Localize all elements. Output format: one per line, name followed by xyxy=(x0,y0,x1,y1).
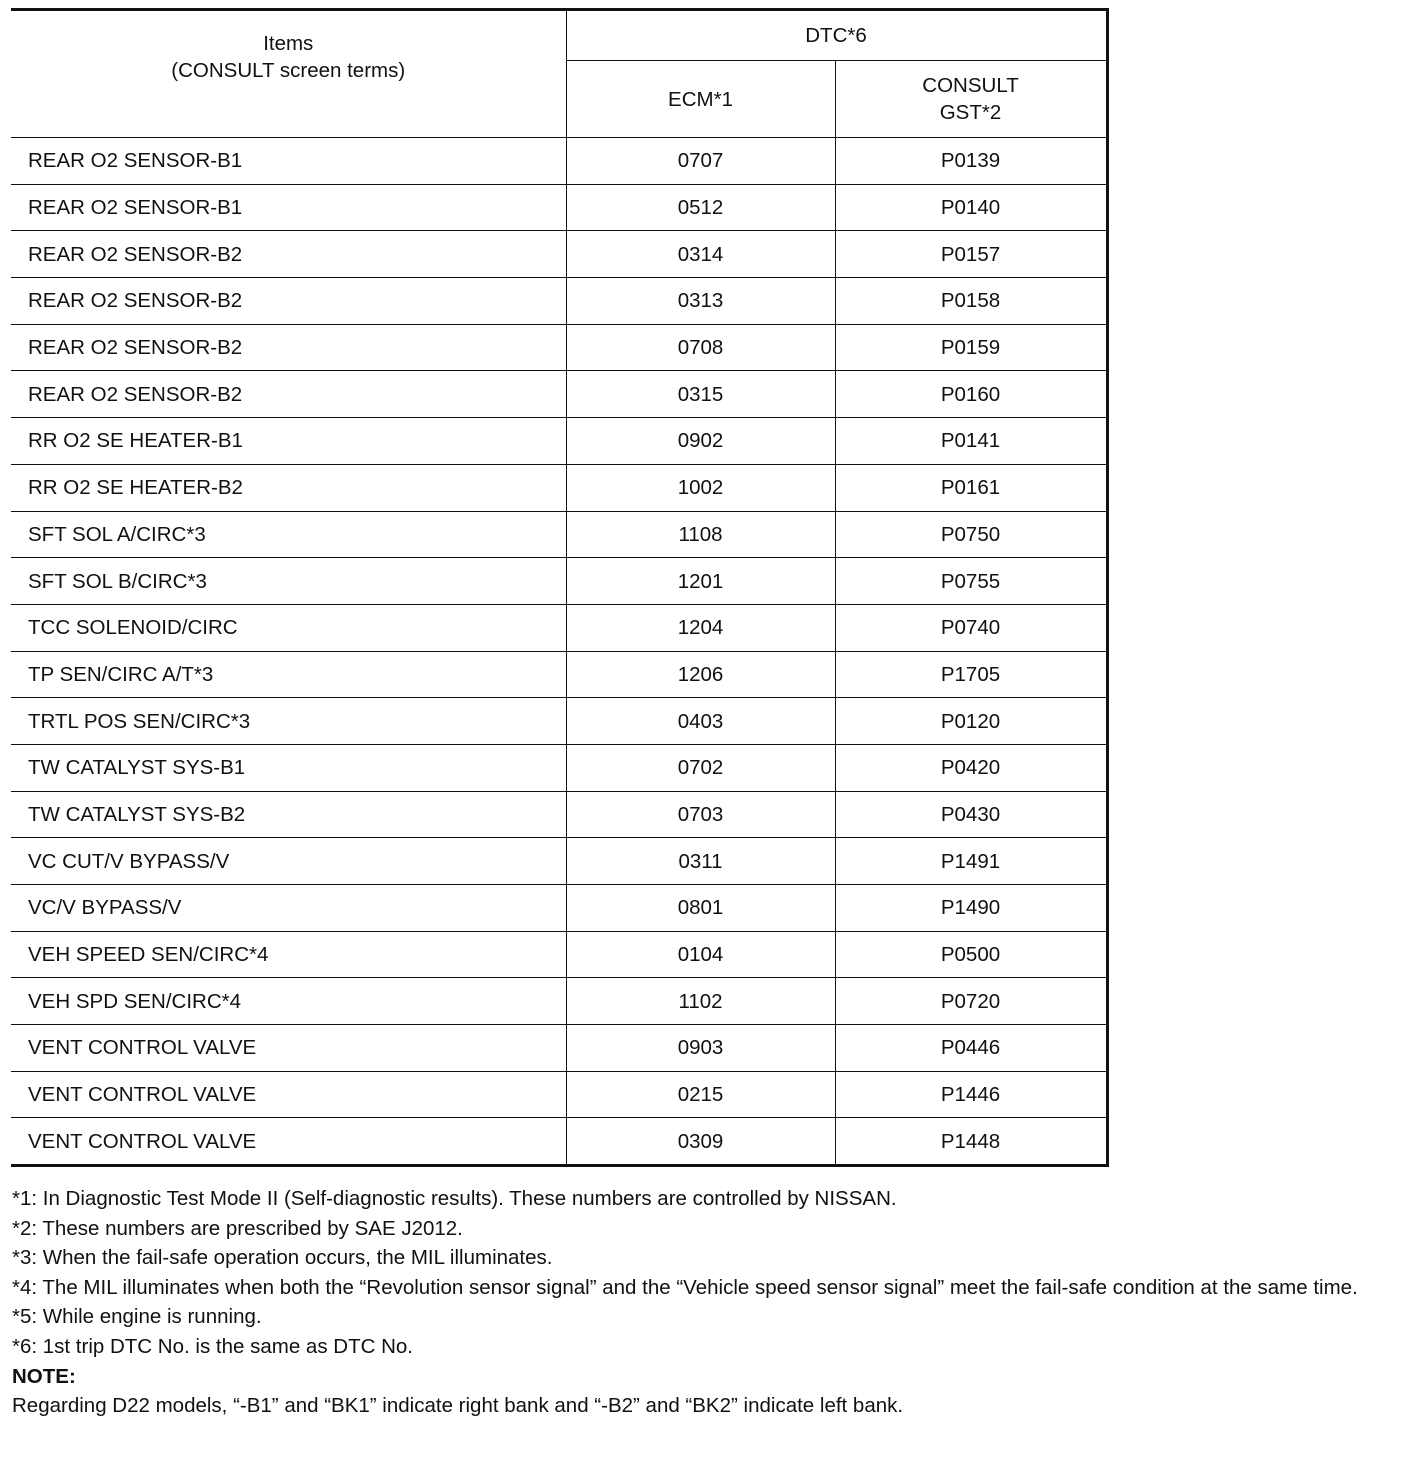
table-row xyxy=(11,231,1107,278)
ecm-code-cell: 1002 xyxy=(566,464,835,511)
ecm-code-cell: 0313 xyxy=(566,278,835,325)
ecm-code-cell: 0902 xyxy=(566,418,835,465)
table-row xyxy=(11,744,1107,791)
table-row xyxy=(11,371,1107,418)
gst-code-cell: P0141 xyxy=(835,418,1107,465)
gst-code-cell: P0740 xyxy=(835,604,1107,651)
item-cell: TCC SOLENOID/CIRC xyxy=(11,604,566,651)
gst-code-cell: P0720 xyxy=(835,978,1107,1025)
table-row xyxy=(11,278,1107,325)
gst-code-cell: P0160 xyxy=(835,371,1107,418)
ecm-code-cell: 0708 xyxy=(566,324,835,371)
table-header xyxy=(11,10,1107,138)
item-cell: VEH SPD SEN/CIRC*4 xyxy=(11,978,566,1025)
ecm-code-cell: 0903 xyxy=(566,1025,835,1072)
gst-code-cell: P0139 xyxy=(835,138,1107,185)
gst-code-cell: P0158 xyxy=(835,278,1107,325)
gst-code-cell: P1491 xyxy=(835,838,1107,885)
table-row xyxy=(11,511,1107,558)
item-cell: TRTL POS SEN/CIRC*3 xyxy=(11,698,566,745)
dtc-group-header: DTC*6 xyxy=(566,10,1107,61)
item-cell: VENT CONTROL VALVE xyxy=(11,1118,566,1166)
gst-code-cell: P1448 xyxy=(835,1118,1107,1166)
dtc-table xyxy=(11,8,1109,1167)
item-cell: VENT CONTROL VALVE xyxy=(11,1071,566,1118)
gst-code-cell: P1705 xyxy=(835,651,1107,698)
items-header-line1: Items xyxy=(263,32,314,55)
footnote: *1: In Diagnostic Test Mode II (Self-diagnostic results). These numbers are controlled by NISSAN. xyxy=(12,1187,897,1210)
item-cell: REAR O2 SENSOR-B2 xyxy=(11,324,566,371)
consult-header-line1: CONSULT xyxy=(922,74,1019,97)
ecm-code-cell: 1102 xyxy=(566,978,835,1025)
table-row xyxy=(11,838,1107,885)
table-row xyxy=(11,1071,1107,1118)
footnote: *5: While engine is running. xyxy=(12,1305,262,1329)
consult-header-line2: GST*2 xyxy=(939,101,1002,124)
gst-code-cell: P0420 xyxy=(835,744,1107,791)
ecm-code-cell: 1206 xyxy=(566,651,835,698)
table-row xyxy=(11,604,1107,651)
footnote-list xyxy=(12,1186,1397,1359)
table-row xyxy=(11,464,1107,511)
ecm-code-cell: 1204 xyxy=(566,604,835,651)
item-cell: REAR O2 SENSOR-B2 xyxy=(11,231,566,278)
table-row xyxy=(11,651,1107,698)
ecm-code-cell: 0403 xyxy=(566,698,835,745)
table-row xyxy=(11,184,1107,231)
table-row xyxy=(11,138,1107,185)
ecm-column-header: ECM*1 xyxy=(566,61,835,138)
table-row xyxy=(11,885,1107,932)
item-cell: RR O2 SE HEATER-B2 xyxy=(11,464,566,511)
gst-code-cell: P0120 xyxy=(835,698,1107,745)
item-cell: TW CATALYST SYS-B1 xyxy=(11,744,566,791)
ecm-code-cell: 1108 xyxy=(566,511,835,558)
ecm-code-cell: 0512 xyxy=(566,184,835,231)
item-cell: VC CUT/V BYPASS/V xyxy=(11,838,566,885)
item-cell: REAR O2 SENSOR-B1 xyxy=(11,138,566,185)
footnote: *6: 1st trip DTC No. is the same as DTC No. xyxy=(12,1334,414,1358)
gst-code-cell: P1490 xyxy=(835,885,1107,932)
gst-code-cell: P0755 xyxy=(835,558,1107,605)
ecm-code-cell: 1201 xyxy=(566,558,835,605)
item-cell: REAR O2 SENSOR-B1 xyxy=(11,184,566,231)
item-cell: SFT SOL B/CIRC*3 xyxy=(11,558,566,605)
table-row xyxy=(11,558,1107,605)
item-cell: VC/V BYPASS/V xyxy=(11,885,566,932)
table-row xyxy=(11,1025,1107,1072)
gst-code-cell: P0500 xyxy=(835,931,1107,978)
note-text: Regarding D22 models, “-B1” and “BK1” indicate right bank and “-B2” and “BK2” indicate left bank. xyxy=(12,1394,904,1418)
item-cell: TP SEN/CIRC A/T*3 xyxy=(11,651,566,698)
gst-code-cell: P0750 xyxy=(835,511,1107,558)
ecm-code-cell: 0702 xyxy=(566,744,835,791)
item-cell: RR O2 SE HEATER-B1 xyxy=(11,418,566,465)
gst-code-cell: P0140 xyxy=(835,184,1107,231)
table-row xyxy=(11,418,1107,465)
footnote: *4: The MIL illuminates when both the “Revolution sensor signal” and the “Vehicle speed sensor signal” meet the fail-safe condition at the same time. xyxy=(12,1275,1358,1299)
ecm-code-cell: 0703 xyxy=(566,791,835,838)
table-row xyxy=(11,324,1107,371)
table-row xyxy=(11,931,1107,978)
table-row xyxy=(11,1118,1107,1166)
gst-code-cell: P0161 xyxy=(835,464,1107,511)
ecm-code-cell: 0315 xyxy=(566,371,835,418)
ecm-code-cell: 0801 xyxy=(566,885,835,932)
ecm-code-cell: 0311 xyxy=(566,838,835,885)
note-title: NOTE: xyxy=(12,1364,76,1388)
gst-code-cell: P0430 xyxy=(835,791,1107,838)
footnote: *2: These numbers are prescribed by SAE J2012. xyxy=(12,1216,463,1240)
items-header-line2: (CONSULT screen terms) xyxy=(171,59,406,82)
item-cell: VEH SPEED SEN/CIRC*4 xyxy=(11,931,566,978)
table-row xyxy=(11,698,1107,745)
gst-code-cell: P0159 xyxy=(835,324,1107,371)
item-cell: REAR O2 SENSOR-B2 xyxy=(11,371,566,418)
items-column-header xyxy=(11,10,566,138)
item-cell: TW CATALYST SYS-B2 xyxy=(11,791,566,838)
ecm-code-cell: 0104 xyxy=(566,931,835,978)
table-body xyxy=(11,138,1107,1166)
ecm-code-cell: 0707 xyxy=(566,138,835,185)
ecm-code-cell: 0309 xyxy=(566,1118,835,1166)
notes-section xyxy=(12,1186,1397,1418)
header-row-1 xyxy=(11,10,1107,61)
consult-gst-column-header xyxy=(835,61,1107,138)
ecm-code-cell: 0314 xyxy=(566,231,835,278)
ecm-code-cell: 0215 xyxy=(566,1071,835,1118)
item-cell: SFT SOL A/CIRC*3 xyxy=(11,511,566,558)
table-row xyxy=(11,791,1107,838)
footnote: *3: When the fail-safe operation occurs, the MIL illuminates. xyxy=(12,1246,553,1270)
table-row xyxy=(11,978,1107,1025)
gst-code-cell: P0446 xyxy=(835,1025,1107,1072)
item-cell: VENT CONTROL VALVE xyxy=(11,1025,566,1072)
gst-code-cell: P1446 xyxy=(835,1071,1107,1118)
item-cell: REAR O2 SENSOR-B2 xyxy=(11,278,566,325)
gst-code-cell: P0157 xyxy=(835,231,1107,278)
